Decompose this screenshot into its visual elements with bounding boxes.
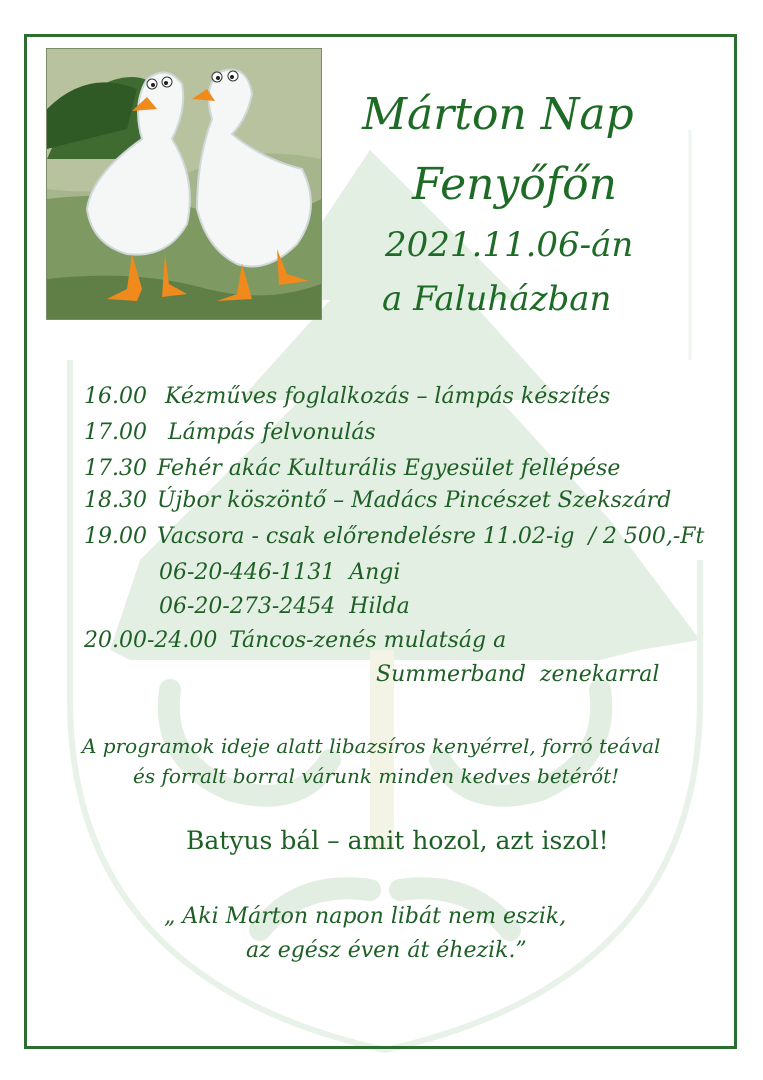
quote-line1: „ Aki Márton napon libát nem eszik, [164,904,567,929]
program-time: 17.30 [84,456,147,481]
program-text: Lámpás felvonulás [168,420,376,445]
title-line1: Márton Nap [362,89,634,140]
program-text: Vacsora - csak előrendelésre 11.02-ig / 2 500,-Ft [157,524,705,549]
geese-illustration [46,48,322,320]
program-time: 19.00 [84,524,147,549]
program-text: Kézműves foglalkozás – lámpás készítés [165,384,611,409]
program-time: 20.00-24.00 [84,628,218,653]
title-line2: Fenyőfőn [412,159,617,210]
phone-contact: 06-20-273-2454 Hilda [159,594,410,619]
program-text-continued: Summerband zenekarral [376,662,660,687]
quote-line2: az egész éven át éhezik.” [246,938,527,963]
batyus-slogan: Batyus bál – amit hozol, azt iszol! [186,826,609,855]
program-text: Táncos-zenés mulatság a [229,628,507,653]
program-text: Fehér akác Kulturális Egyesület fellépése [157,456,621,481]
food-note-line2: és forralt borral várunk minden kedves betérőt! [133,764,620,788]
program-time: 16.00 [84,384,147,409]
program-time: 18.30 [84,488,147,513]
food-note-line1: A programok ideje alatt libazsíros kenyérrel, forró teával [82,734,661,758]
program-time: 17.00 [84,420,147,445]
event-date: 2021.11.06-án [385,225,634,265]
event-venue: a Faluházban [382,279,612,319]
phone-contact: 06-20-446-1131 Angi [159,560,401,585]
program-text: Újbor köszöntő – Madács Pincészet Szekszárd [157,488,672,513]
